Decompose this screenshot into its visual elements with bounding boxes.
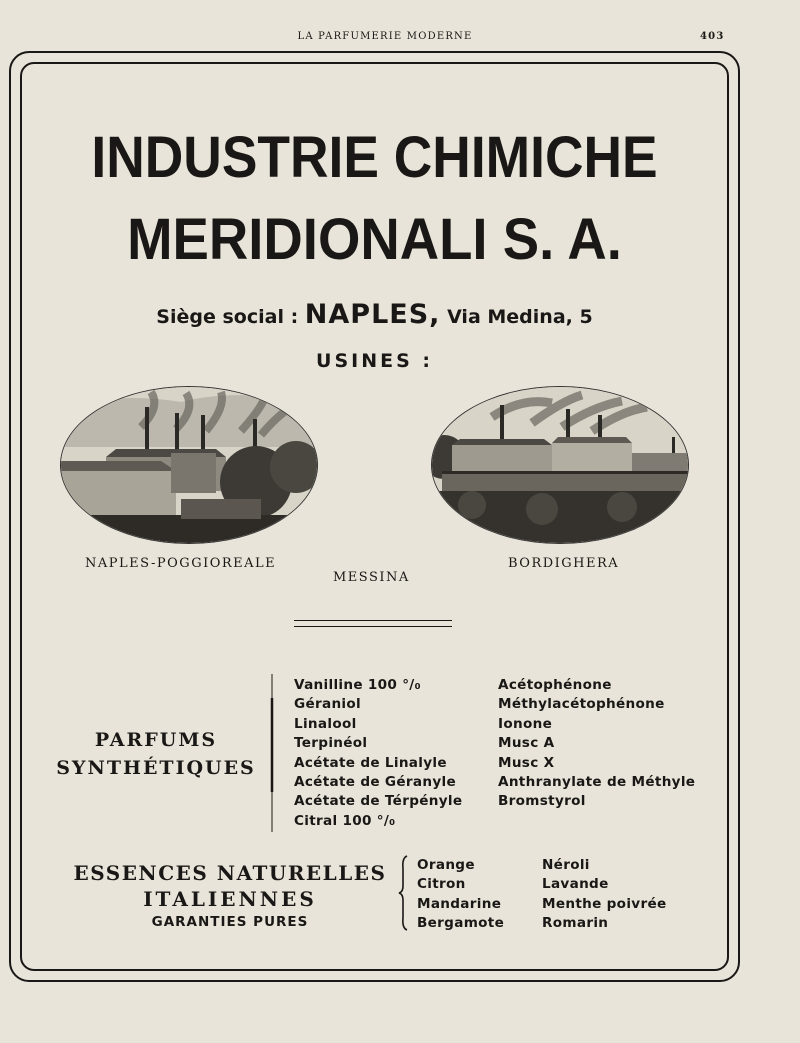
brace-essences	[398, 852, 414, 934]
essences-heading-line: ITALIENNES	[143, 887, 317, 911]
company-name-line-1: INDUSTRIE CHIMICHE	[91, 125, 658, 190]
parfums-list-2	[498, 676, 695, 812]
list-item: Acétate de Linalyle	[294, 754, 447, 771]
list-item: Orange	[417, 857, 475, 873]
list-item: Acétate de Térpényle	[294, 793, 463, 810]
list-item: Bromstyrol	[498, 793, 586, 810]
factory-engraving-naples	[60, 386, 318, 544]
essences-heading-line: ESSENCES NATURELLES	[73, 861, 387, 885]
caption-messina: MESSINA	[333, 570, 410, 585]
double-rule-top	[294, 620, 452, 621]
parfums-heading-line: SYNTHÉTIQUES	[56, 757, 256, 779]
list-item: Anthranylate de Méthyle	[498, 774, 696, 791]
head-office-line	[20, 298, 729, 334]
brace-parfums	[262, 672, 282, 834]
double-rule-bottom	[294, 626, 452, 627]
essences-heading	[52, 860, 408, 932]
list-item: Acétophénone	[498, 677, 612, 693]
running-header-title: LA PARFUMERIE MODERNE	[297, 31, 473, 42]
list-item: Musc A	[498, 735, 555, 752]
factories-heading: USINES :	[316, 350, 433, 372]
list-item: Musc X	[498, 754, 555, 771]
page-number: 403	[700, 31, 725, 42]
parfums-list-1	[294, 676, 462, 831]
parfums-heading	[40, 726, 272, 782]
list-item: Lavande	[542, 876, 609, 893]
list-item: Mandarine	[417, 895, 502, 912]
caption-naples-poggioreale: NAPLES-POGGIOREALE	[85, 556, 277, 571]
essences-list-1	[417, 856, 504, 934]
list-item: Méthylacétophénone	[498, 696, 665, 713]
essences-subheading: GARANTIES PURES	[151, 914, 309, 930]
list-item: Menthe poivrée	[542, 895, 667, 912]
list-item: Acétate de Géranyle	[294, 774, 456, 791]
list-item: Linalool	[294, 715, 357, 732]
head-office-address: Via Medina, 5	[447, 306, 593, 328]
caption-bordighera: BORDIGHERA	[508, 556, 620, 571]
head-office-city: NAPLES,	[304, 299, 441, 330]
head-office-label: Siège social :	[156, 306, 299, 328]
company-name-line-2: MERIDIONALI S. A.	[127, 207, 622, 272]
essences-list-2	[542, 856, 667, 934]
factory-engraving-bordighera	[431, 386, 689, 544]
list-item: Géraniol	[294, 696, 361, 713]
list-item: Citron	[417, 876, 466, 893]
list-item: Citral 100 °/₀	[294, 812, 396, 829]
parfums-heading-line: PARFUMS	[94, 729, 218, 751]
list-item: Ionone	[498, 715, 553, 732]
list-item: Vanilline 100 °/₀	[294, 677, 421, 693]
list-item: Romarin	[542, 915, 609, 932]
list-item: Bergamote	[417, 915, 505, 932]
list-item: Terpinéol	[294, 735, 368, 752]
list-item: Néroli	[542, 857, 590, 873]
